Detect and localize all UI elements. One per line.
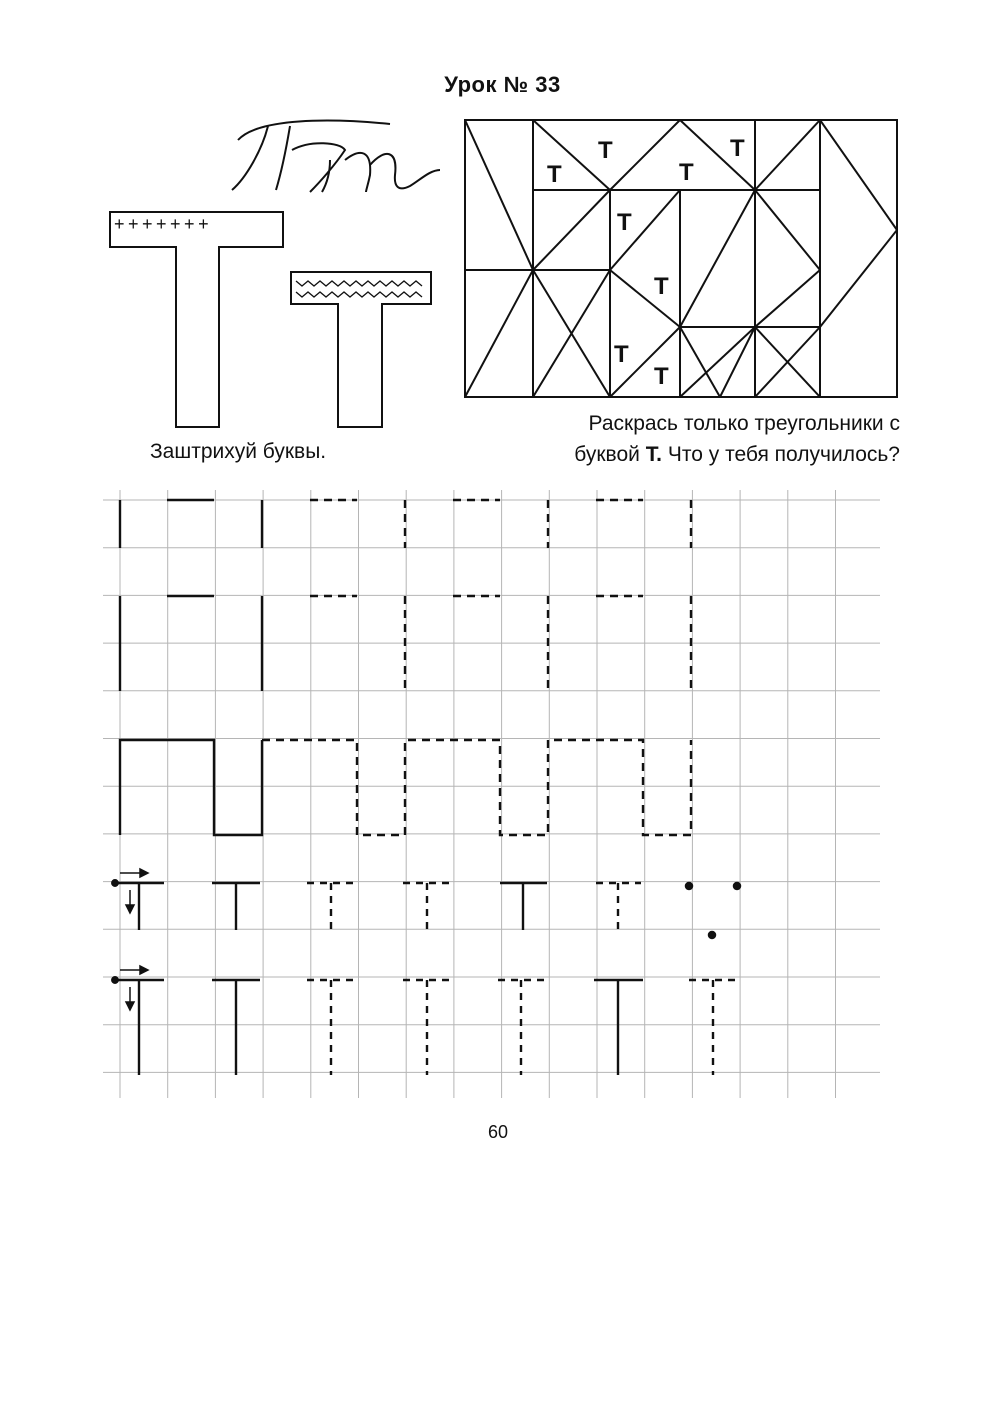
triangle-letter: Т bbox=[730, 135, 745, 162]
capital-t-letter: Т bbox=[197, 329, 212, 356]
practice-grid bbox=[103, 490, 880, 1098]
practice-strokes bbox=[115, 500, 737, 1075]
script-letters bbox=[232, 121, 440, 192]
triangle-letter: Т bbox=[547, 161, 562, 188]
instruction-line-1: Раскрась только треугольники с bbox=[588, 412, 900, 435]
guide-dot bbox=[686, 883, 693, 890]
triangle-letter: Т bbox=[614, 341, 629, 368]
capital-t-outline bbox=[110, 212, 283, 427]
triangle-letter: Т bbox=[654, 363, 669, 390]
triangle-letter: Т bbox=[654, 273, 669, 300]
small-t-outline bbox=[291, 272, 431, 427]
instruction-line-2: буквой Т. Что у тебя получилось? bbox=[574, 443, 900, 466]
triangle-letter: Т bbox=[598, 137, 613, 164]
triangle-letter: Т bbox=[679, 159, 694, 186]
triangle-letter: Т bbox=[617, 209, 632, 236]
script-letters-text: Тт bbox=[320, 176, 322, 177]
page-number: 60 bbox=[487, 1122, 509, 1142]
puzzle-instruction bbox=[455, 408, 900, 470]
stroke-direction-arrows bbox=[112, 869, 741, 1010]
instruction-letter: Т. bbox=[645, 443, 663, 466]
small-t-letter: т bbox=[360, 380, 361, 381]
guide-dot bbox=[734, 883, 741, 890]
guide-dot bbox=[709, 932, 716, 939]
lesson-title: Урок № 33 bbox=[444, 72, 561, 97]
hatch-caption: Заштрихуй буквы. bbox=[150, 440, 327, 463]
capital-t-pattern: +++++++ bbox=[114, 214, 213, 234]
